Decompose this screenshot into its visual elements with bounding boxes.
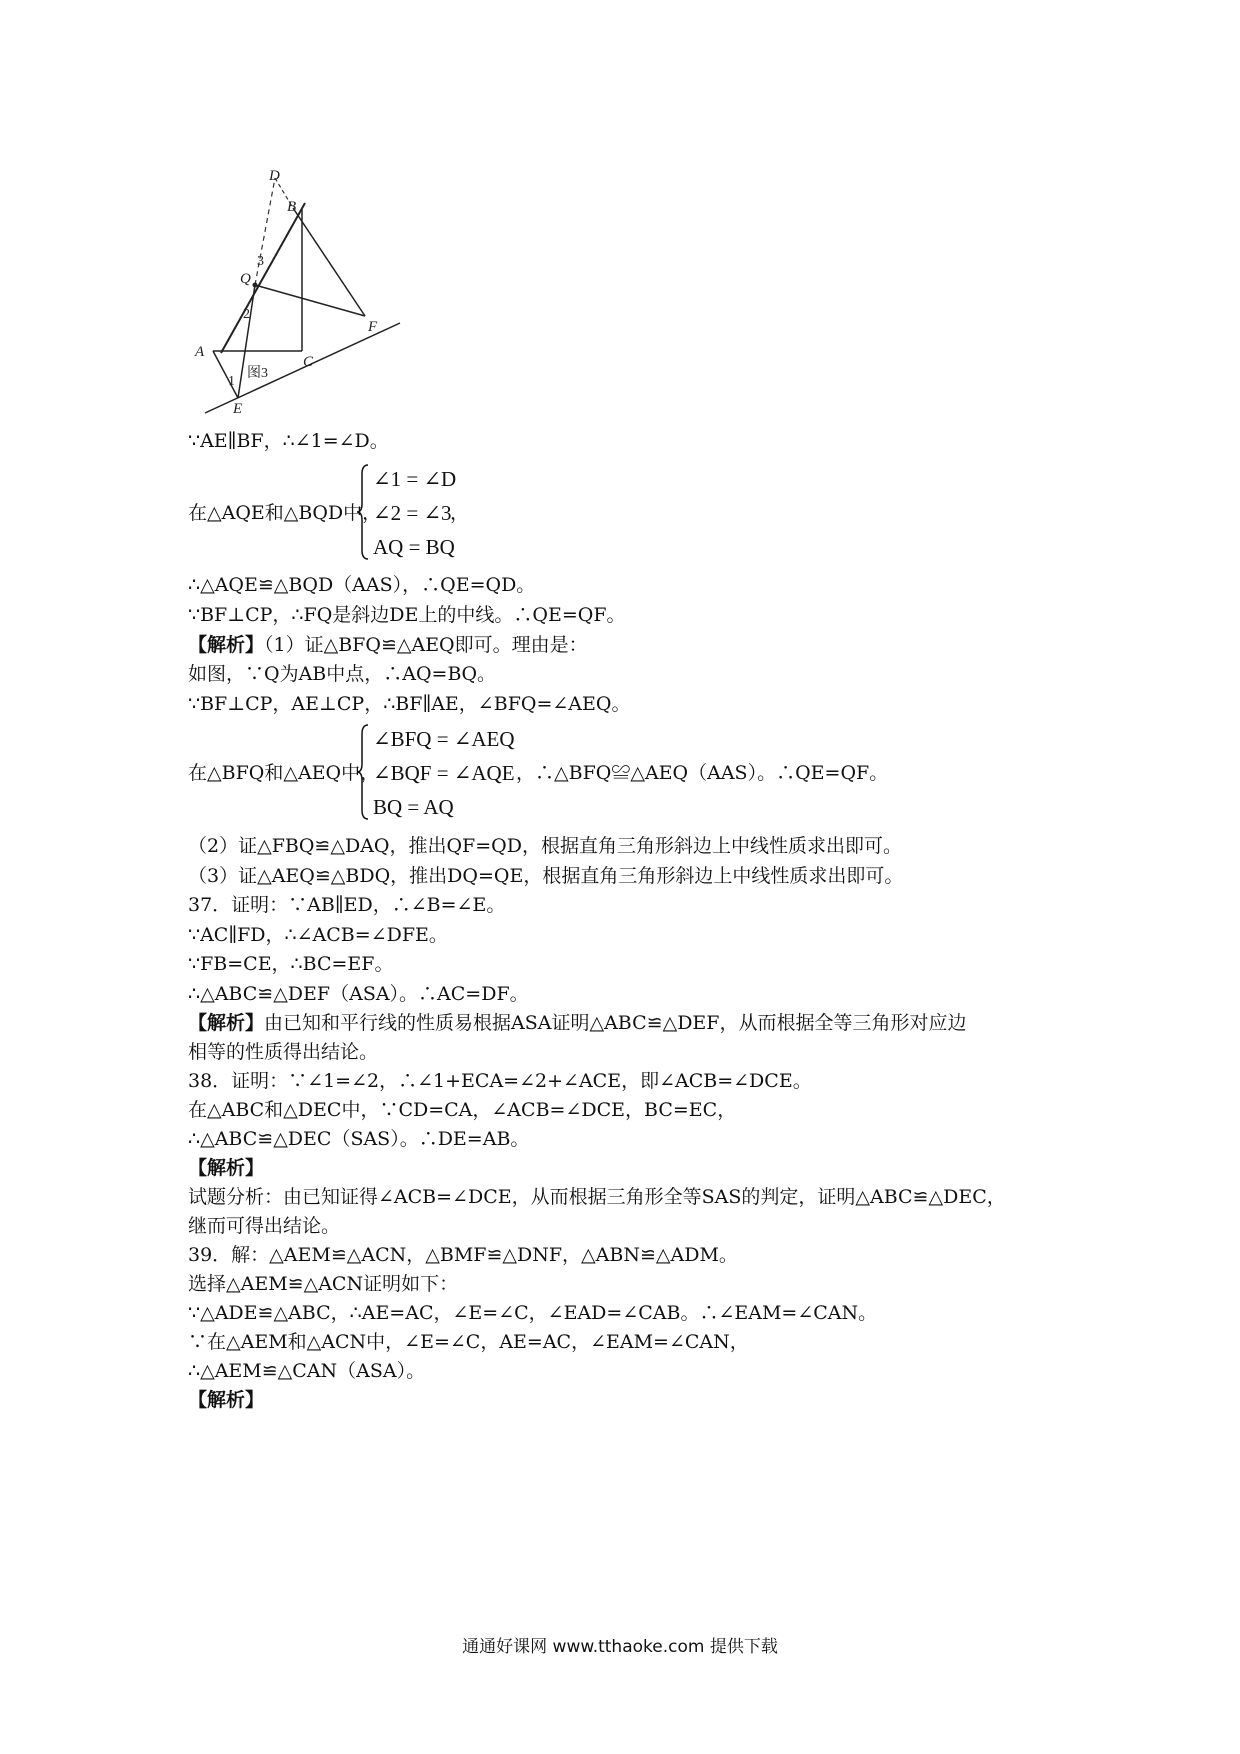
text-line: 试题分析：由已知证得∠ACB=∠DCE，从而根据三角形全等SAS的判定，证明△ABC≌△DEC， xyxy=(188,1186,1006,1208)
system-2-row: ∠BFQ = ∠AEQ xyxy=(373,727,515,751)
system-1-rows xyxy=(373,462,456,564)
text-line: ∴△ABC≌△DEF（ASA）。∴AC=DF。 xyxy=(188,983,529,1005)
text-line: ∴△AEM≌△CAN（ASA）。 xyxy=(188,1360,426,1382)
equation-system-1 xyxy=(188,462,588,566)
text-line: （2）证△FBQ≌△DAQ，推出QF=QD，根据直角三角形斜边上中线性质求出即可。 xyxy=(188,835,902,857)
text-line: ∵△ADE≌△ABC，∴AE=AC，∠E=∠C，∠EAD=∠CAB。∴∠EAM=∠CAN。 xyxy=(188,1302,878,1324)
analysis-text: （1）证△BFQ≌△AEQ即可。理由是： xyxy=(264,634,588,656)
line-ab xyxy=(221,203,305,353)
text-line: ∵BF⊥CP，∴FQ是斜边DE上的中线。∴QE=QF。 xyxy=(188,604,626,626)
text-line: 选择△AEM≌△ACN证明如下： xyxy=(188,1273,459,1295)
text-line: ∴△ABC≌△DEC（SAS）。∴DE=AB。 xyxy=(188,1128,530,1150)
text-line: 如图，∵Q为AB中点，∴AQ=BQ。 xyxy=(188,663,497,685)
analysis-tag: 【解析】 xyxy=(188,634,265,656)
text-line: ∵AC∥FD，∴∠ACB=∠DFE。 xyxy=(188,924,448,946)
segment-qe xyxy=(238,285,255,398)
text-line: ∵BF⊥CP，AE⊥CP，∴BF∥AE，∠BFQ=∠AEQ。 xyxy=(188,693,631,715)
text-line: （3）证△AEQ≌△BDQ，推出DQ=QE，根据直角三角形斜边上中线性质求出即可。 xyxy=(188,865,904,887)
label-c: C xyxy=(303,354,314,370)
analysis-line xyxy=(188,1010,966,1036)
system-1-row: ∠2 = ∠3 xyxy=(373,501,452,525)
system-2-prefix: 在△BFQ和△AEQ中， xyxy=(188,762,380,784)
text-line: ∵FB=CE，∴BC=EF。 xyxy=(188,953,394,975)
text-line: 38．证明：∵∠1=∠2，∴∠1+ECA=∠2+∠ACE，即∠ACB=∠DCE。 xyxy=(188,1070,812,1092)
system-1-row: AQ = BQ xyxy=(373,535,455,559)
system-2-suffix: ，∴△BFQ≌△AEQ（AAS）。∴QE=QF。 xyxy=(516,762,889,784)
label-f: F xyxy=(368,319,378,335)
system-2-row: ∠BQF = ∠AQE xyxy=(373,761,515,785)
system-2-rows xyxy=(373,722,515,824)
label-q: Q xyxy=(240,271,251,287)
brace-icon xyxy=(356,464,370,560)
figure-caption: 图3 xyxy=(247,366,268,381)
analysis-tag: 【解析】 xyxy=(188,1012,265,1034)
text-line: ∵在△AEM和△ACN中，∠E=∠C，AE=AC，∠EAM=∠CAN， xyxy=(188,1331,749,1353)
angle-label-3: 3 xyxy=(257,254,264,269)
text-line: 继而可得出结论。 xyxy=(188,1215,341,1237)
system-2-row: BQ = AQ xyxy=(373,795,454,819)
angle-label-1: 1 xyxy=(228,374,235,389)
point-q xyxy=(253,283,258,288)
system-1-row: ∠1 = ∠D xyxy=(373,467,457,491)
text-line: 37．证明：∵AB∥ED，∴∠B=∠E。 xyxy=(188,894,506,916)
label-a: A xyxy=(195,344,205,360)
text-line: 相等的性质得出结论。 xyxy=(188,1041,379,1063)
brace-icon xyxy=(356,724,370,820)
label-e: E xyxy=(233,401,243,417)
analysis-tag: 【解析】 xyxy=(188,1157,265,1179)
analysis-text: 由已知和平行线的性质易根据ASA证明△ABC≌△DEF，从而根据全等三角形对应边 xyxy=(264,1012,967,1034)
segment-bf xyxy=(293,208,365,316)
label-b: B xyxy=(287,199,297,215)
analysis-tag: 【解析】 xyxy=(188,1389,265,1411)
analysis-line xyxy=(188,632,588,658)
text-line: 在△ABC和△DEC中，∵CD=CA，∠ACB=∠DCE，BC=EC， xyxy=(188,1099,737,1121)
label-d: D xyxy=(269,168,280,184)
page-footer: 通通好课网 www.tthaoke.com 提供下载 xyxy=(462,1637,778,1657)
geometry-figure xyxy=(195,168,445,468)
system-1-prefix: 在△AQE和△BQD中， xyxy=(188,502,382,524)
system-1-suffix: ， xyxy=(450,502,470,524)
segment-qf xyxy=(255,285,365,316)
text-line: 39．解：△AEM≌△ACN，△BMF≌△DNF，△ABN≌△ADM。 xyxy=(188,1244,738,1266)
text-line: ∵AE∥BF，∴∠1=∠D。 xyxy=(188,430,389,452)
text-line: ∴△AQE≌△BQD（AAS），∴QE=QD。 xyxy=(188,574,536,596)
angle-label-2: 2 xyxy=(243,307,250,322)
equation-system-2 xyxy=(188,722,1088,826)
